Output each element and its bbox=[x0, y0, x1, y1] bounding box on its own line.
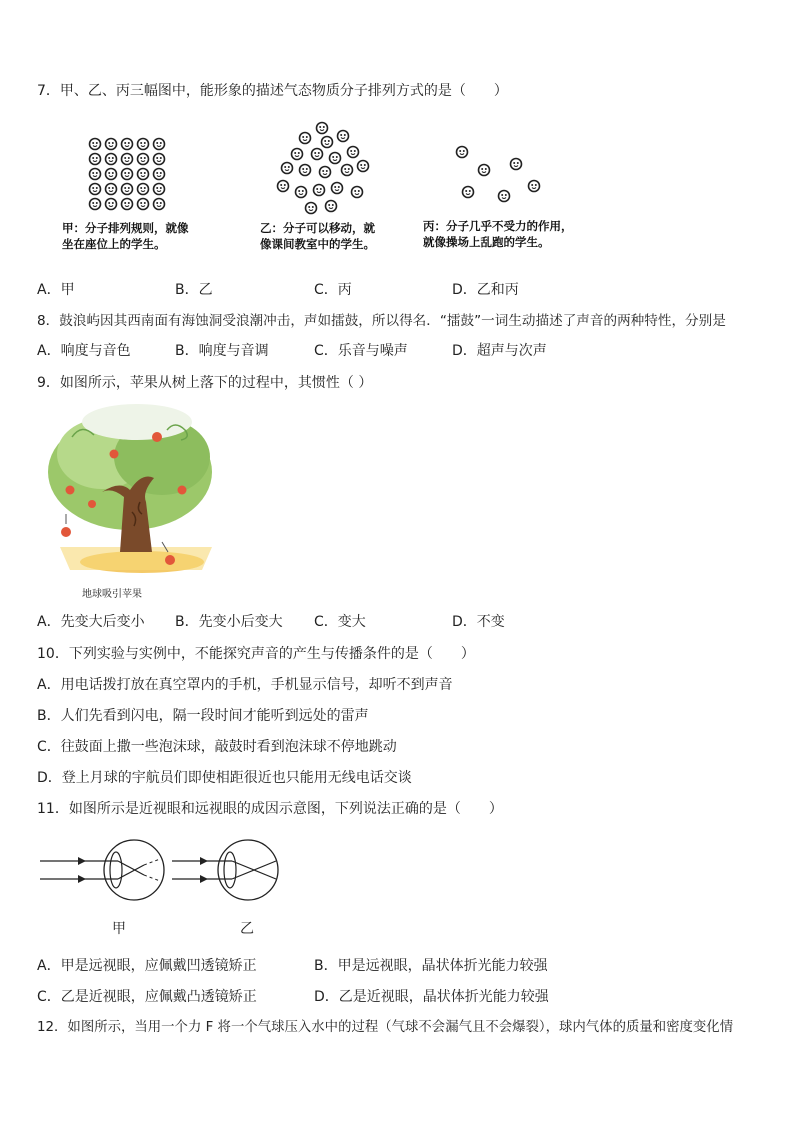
molecule-icon bbox=[312, 149, 323, 160]
molecule-icon bbox=[106, 154, 117, 165]
molecule-icon bbox=[479, 165, 490, 176]
apple-tree-figure bbox=[42, 402, 222, 577]
q11-option-b[interactable]: B．甲是远视眼，晶状体折光能力较强 bbox=[314, 958, 548, 974]
molecule-icon bbox=[106, 184, 117, 195]
q9-option-a[interactable]: A．先变大后变小 bbox=[37, 614, 145, 630]
molecule-icon bbox=[348, 147, 359, 158]
molecule-icon bbox=[122, 184, 133, 195]
molecule-icon bbox=[322, 137, 333, 148]
molecule-icon bbox=[332, 183, 343, 194]
myopia-eye-diagram bbox=[40, 835, 170, 905]
caption-bing-line1: 丙：分子几乎不受力的作用， bbox=[423, 219, 573, 233]
molecule-icon bbox=[106, 169, 117, 180]
molecule-icon bbox=[317, 123, 328, 134]
molecule-icon bbox=[122, 169, 133, 180]
figure-label-yi: 乙 bbox=[240, 921, 254, 937]
molecule-icon bbox=[300, 165, 311, 176]
q11-option-c[interactable]: C．乙是近视眼，应佩戴凸透镜矫正 bbox=[37, 989, 257, 1005]
molecule-icon bbox=[511, 159, 522, 170]
q9-option-b[interactable]: B．先变小后变大 bbox=[175, 614, 283, 630]
q10-option-d[interactable]: D．登上月球的宇航员们即使相距很近也只能用无线电话交谈 bbox=[37, 770, 412, 786]
molecule-icon bbox=[499, 191, 510, 202]
molecule-icon bbox=[282, 163, 293, 174]
molecule-icon bbox=[296, 187, 307, 198]
molecules-gas-figure bbox=[450, 140, 550, 210]
molecule-icon bbox=[306, 203, 317, 214]
caption-bing-line2: 就像操场上乱跑的学生。 bbox=[423, 235, 550, 249]
q8-option-c[interactable]: C．乐音与噪声 bbox=[314, 343, 408, 359]
q9-figure-caption: 地球吸引苹果 bbox=[82, 589, 142, 600]
q10-option-c[interactable]: C．往鼓面上撒一些泡沫球，敲鼓时看到泡沫球不停地跳动 bbox=[37, 739, 397, 755]
molecule-icon bbox=[122, 154, 133, 165]
molecule-icon bbox=[90, 199, 101, 210]
molecule-icon bbox=[154, 199, 165, 210]
molecule-icon bbox=[106, 139, 117, 150]
caption-yi-line1: 乙：分子可以移动，就 bbox=[260, 221, 375, 235]
q7-option-c[interactable]: C．丙 bbox=[314, 282, 352, 298]
molecule-icon bbox=[330, 153, 341, 164]
molecules-solid-figure bbox=[85, 134, 185, 214]
caption-bing bbox=[423, 218, 573, 250]
q11-option-a[interactable]: A．甲是远视眼，应佩戴凹透镜矫正 bbox=[37, 958, 257, 974]
molecule-icon bbox=[358, 161, 369, 172]
caption-yi bbox=[260, 220, 375, 252]
molecule-icon bbox=[338, 131, 349, 142]
molecule-icon bbox=[138, 139, 149, 150]
q12-stem: 12．如图所示，当用一个力 F 将一个气球压入水中的过程（气球不会漏气且不会爆裂），球内气体的质量和密度变化情 bbox=[37, 1020, 734, 1035]
q10-stem: 10．下列实验与实例中，不能探究声音的产生与传播条件的是（ ） bbox=[37, 646, 475, 662]
q9-stem: 9．如图所示，苹果从树上落下的过程中，其惯性（ ） bbox=[37, 375, 373, 391]
molecule-icon bbox=[529, 181, 540, 192]
molecule-icon bbox=[138, 154, 149, 165]
caption-jia bbox=[62, 220, 189, 252]
caption-jia-line1: 甲：分子排列规则，就像 bbox=[62, 221, 189, 235]
molecules-liquid-figure bbox=[275, 120, 375, 215]
molecule-icon bbox=[320, 167, 331, 178]
molecule-icon bbox=[326, 201, 337, 212]
molecule-icon bbox=[138, 184, 149, 195]
molecule-icon bbox=[292, 149, 303, 160]
molecule-icon bbox=[278, 181, 289, 192]
q8-option-a[interactable]: A．响度与音色 bbox=[37, 343, 131, 359]
molecule-icon bbox=[90, 184, 101, 195]
q11-option-d[interactable]: D．乙是近视眼，晶状体折光能力较强 bbox=[314, 989, 549, 1005]
molecule-icon bbox=[90, 139, 101, 150]
q9-option-c[interactable]: C．变大 bbox=[314, 614, 366, 630]
molecule-icon bbox=[457, 147, 468, 158]
molecule-icon bbox=[122, 199, 133, 210]
caption-jia-line2: 坐在座位上的学生。 bbox=[62, 237, 166, 251]
molecule-icon bbox=[154, 139, 165, 150]
q10-option-a[interactable]: A．用电话拨打放在真空罩内的手机，手机显示信号，却听不到声音 bbox=[37, 677, 453, 693]
molecule-icon bbox=[154, 154, 165, 165]
caption-yi-line2: 像课间教室中的学生。 bbox=[260, 237, 375, 251]
molecule-icon bbox=[314, 185, 325, 196]
q7-option-a[interactable]: A．甲 bbox=[37, 282, 75, 298]
molecule-icon bbox=[122, 139, 133, 150]
molecule-icon bbox=[106, 199, 117, 210]
q7-option-b[interactable]: B．乙 bbox=[175, 282, 213, 298]
q8-stem: 8．鼓浪屿因其西南面有海蚀洞受浪潮冲击，声如擂鼓，所以得名．“擂鼓”一词生动描述了声音的两种特性，分别是 bbox=[37, 313, 726, 329]
q9-option-d[interactable]: D．不变 bbox=[452, 614, 505, 630]
q7-stem: 7．甲、乙、丙三幅图中，能形象的描述气态物质分子排列方式的是（ ） bbox=[37, 83, 508, 99]
q11-stem: 11．如图所示是近视眼和远视眼的成因示意图，下列说法正确的是（ ） bbox=[37, 801, 503, 817]
molecule-icon bbox=[138, 169, 149, 180]
q8-option-b[interactable]: B．响度与音调 bbox=[175, 343, 269, 359]
molecule-icon bbox=[138, 199, 149, 210]
q8-option-d[interactable]: D．超声与次声 bbox=[452, 343, 547, 359]
hyperopia-eye-diagram bbox=[172, 835, 287, 905]
q7-option-d[interactable]: D．乙和丙 bbox=[452, 282, 519, 298]
molecule-icon bbox=[352, 187, 363, 198]
q10-option-b[interactable]: B．人们先看到闪电，隔一段时间才能听到远处的雷声 bbox=[37, 708, 369, 724]
molecule-icon bbox=[90, 169, 101, 180]
molecule-icon bbox=[90, 154, 101, 165]
figure-label-jia: 甲 bbox=[112, 921, 126, 937]
molecule-icon bbox=[154, 169, 165, 180]
molecule-icon bbox=[154, 184, 165, 195]
molecule-icon bbox=[463, 187, 474, 198]
molecule-icon bbox=[342, 165, 353, 176]
molecule-icon bbox=[300, 133, 311, 144]
